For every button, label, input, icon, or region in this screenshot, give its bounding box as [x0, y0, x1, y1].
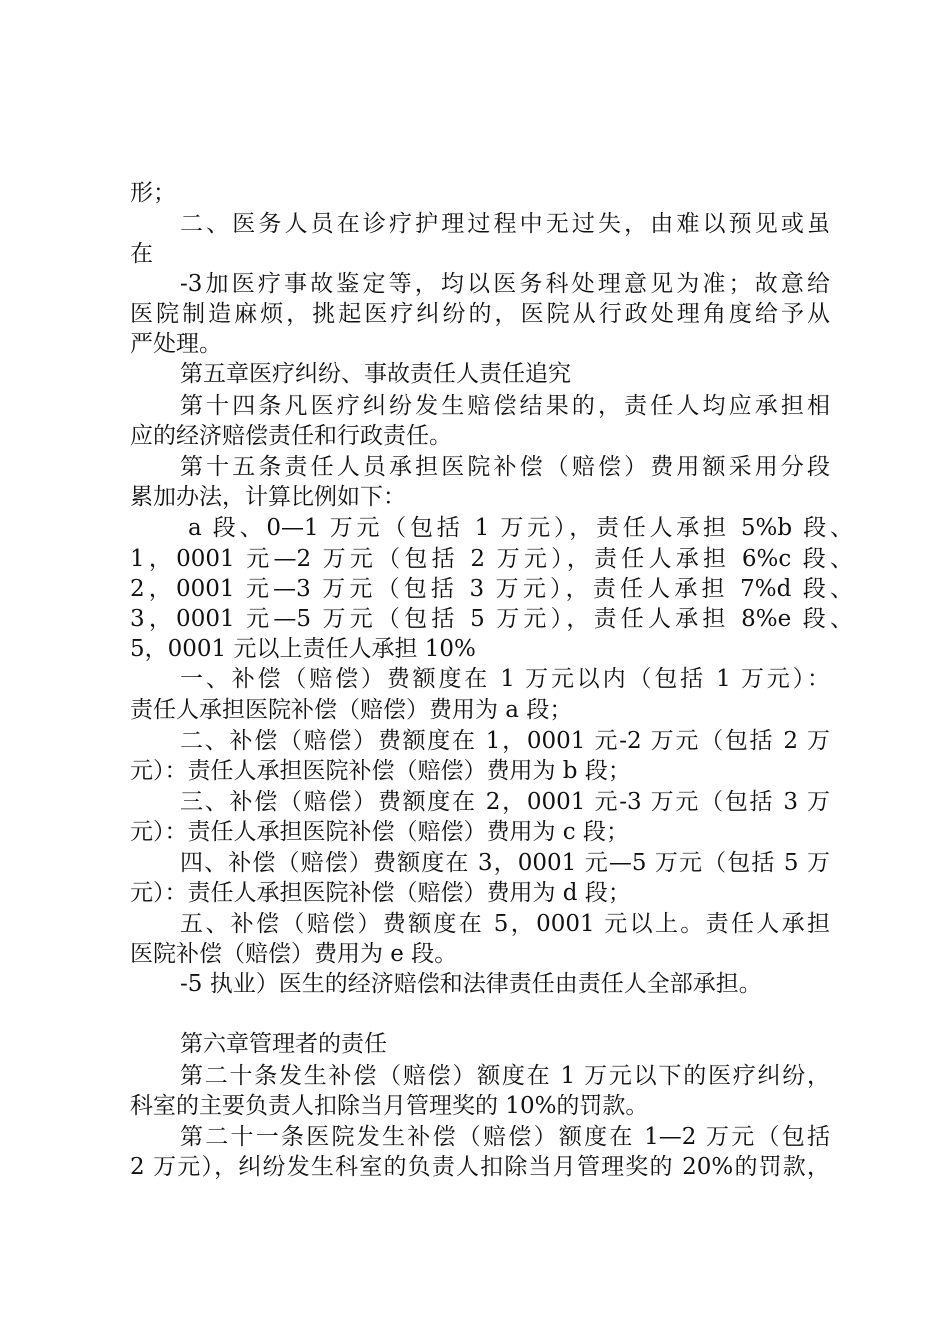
text-line: 第十四条凡医疗纠纷发生赔偿结果的，责任人均应承担相 — [180, 393, 830, 419]
text-line: 医院制造麻烦，挑起医疗纠纷的，医院从行政处理角度给予从 — [130, 301, 830, 327]
text-line: 医院补偿（赔偿）费用为 e 段。 — [130, 941, 458, 967]
text-line: -3加医疗事故鉴定等，均以医务科处理意见为准；故意给 — [180, 271, 830, 297]
text-line: 第二十一条医院发生补偿（赔偿）额度在 1—2 万元（包括 — [180, 1124, 830, 1150]
text-line: a 段、0—1 万元（包括 1 万元），责任人承担 5%b 段、 — [188, 515, 853, 541]
chapter-heading: 第六章管理者的责任 — [180, 1031, 387, 1057]
text-line: 3，0001 元—5 万元（包括 5 万元），责任人承担 8%e 段、 — [130, 606, 853, 632]
text-line: -5 执业）医生的经济赔偿和法律责任由责任人全部承担。 — [180, 971, 762, 997]
text-line: 应的经济赔偿责任和行政责任。 — [130, 423, 452, 449]
text-line: 5，0001 元以上责任人承担 10% — [130, 636, 476, 662]
text-line: 第二十条发生补偿（赔偿）额度在 1 万元以下的医疗纠纷， — [180, 1063, 830, 1089]
text-line: 责任人承担医院补偿（赔偿）费用为 a 段； — [130, 697, 573, 723]
text-line: 元）：责任人承担医院补偿（赔偿）费用为 c 段； — [130, 819, 630, 845]
chapter-heading: 第五章医疗纠纷、事故责任人责任追究 — [180, 361, 571, 387]
text-line: 在 — [130, 241, 153, 267]
text-line: 一、补偿（赔偿）费额度在 1 万元以内（包括 1 万元）： — [180, 666, 830, 692]
text-line: 形； — [130, 180, 176, 206]
text-line: 1，0001 元—2 万元（包括 2 万元），责任人承担 6%c 段、 — [130, 546, 853, 572]
text-line: 第十五条责任人员承担医院补偿（赔偿）费用额采用分段 — [180, 454, 830, 480]
text-line: 科室的主要负责人扣除当月管理奖的 10%的罚款。 — [130, 1093, 649, 1119]
text-line: 2，0001 元—3 万元（包括 3 万元），责任人承担 7%d 段、 — [130, 576, 853, 602]
text-line: 2 万元），纠纷发生科室的负责人扣除当月管理奖的 20%的罚款， — [130, 1154, 830, 1180]
text-line: 累加办法，计算比例如下： — [130, 484, 406, 510]
text-line: 二、医务人员在诊疗护理过程中无过失，由难以预见或虽 — [180, 211, 830, 237]
text-line: 二、补偿（赔偿）费额度在 1，0001 元-2 万元（包括 2 万 — [180, 728, 830, 754]
text-line: 三、补偿（赔偿）费额度在 2，0001 元-3 万元（包括 3 万 — [180, 789, 830, 815]
text-line: 元）：责任人承担医院补偿（赔偿）费用为 b 段； — [130, 758, 631, 784]
text-line: 元）：责任人承担医院补偿（赔偿）费用为 d 段； — [130, 880, 631, 906]
text-line: 四、补偿（赔偿）费额度在 3，0001 元—5 万元（包括 5 万 — [180, 850, 830, 876]
text-line: 五、补偿（赔偿）费额度在 5，0001 元以上。责任人承担 — [180, 911, 830, 937]
text-line: 严处理。 — [130, 331, 222, 357]
